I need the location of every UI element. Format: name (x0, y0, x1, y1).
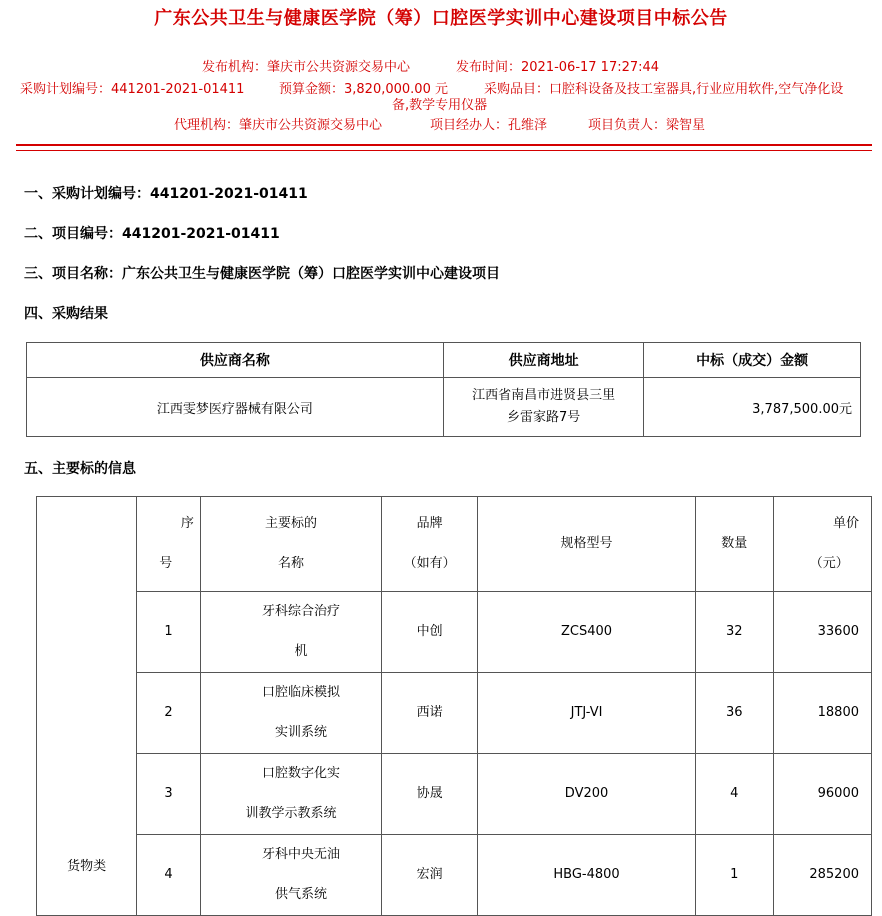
row-model: HBG-4800 (478, 835, 696, 916)
row-qty: 36 (695, 673, 773, 754)
header-brand-l2: （如有） (403, 556, 456, 571)
table-row (37, 835, 872, 916)
row-name-l1: 口腔数字化实 (262, 766, 341, 781)
row-name-l1: 口腔临床模拟 (262, 685, 341, 700)
header-name-l2: 名称 (278, 556, 305, 571)
header-price-l1: 单价 (832, 516, 859, 531)
divider-thick (16, 144, 872, 146)
row-name (200, 754, 381, 835)
budget: 预算金额：3,820,000.00 元 (279, 82, 448, 97)
supplier-address (443, 378, 643, 437)
header-supplier-name: 供应商名称 (27, 343, 444, 378)
row-model: DV200 (478, 754, 696, 835)
header-no (137, 497, 201, 592)
section-items: 五、主要标的信息 (24, 461, 136, 477)
row-price: 33600 (773, 592, 871, 673)
agency: 代理机构：肇庆市公共资源交易中心 (174, 118, 383, 133)
items-table (36, 496, 872, 916)
supplier-name: 江西雯梦医疗器械有限公司 (27, 378, 444, 437)
row-qty: 4 (695, 754, 773, 835)
row-name-l2: 实训系统 (275, 725, 328, 740)
row-no: 3 (137, 754, 201, 835)
header-no-l2: 号 (159, 556, 173, 571)
row-no: 4 (137, 835, 201, 916)
row-brand: 协晟 (382, 754, 478, 835)
supplier-address-line2: 乡雷家路7号 (506, 410, 581, 425)
header-brand-l1: 品牌 (416, 516, 443, 531)
table-header-row (27, 343, 861, 378)
divider-thin (16, 150, 872, 151)
row-name-l2: 供气系统 (275, 887, 328, 902)
category-label: 货物类 (67, 859, 107, 874)
table-row (27, 378, 861, 437)
row-model: ZCS400 (478, 592, 696, 673)
table-row (37, 754, 872, 835)
row-name-l1: 牙科综合治疗 (262, 604, 341, 619)
supplier-amount: 3,787,500.00元 (644, 378, 861, 437)
row-brand: 中创 (382, 592, 478, 673)
row-no: 1 (137, 592, 201, 673)
header-no-l1: 序 (180, 516, 194, 531)
header-model: 规格型号 (478, 497, 696, 592)
page-title: 广东公共卫生与健康医学院（筹）口腔医学实训中心建设项目中标公告 (154, 8, 728, 29)
header-price-l2: （元） (809, 556, 849, 571)
row-brand: 西诺 (382, 673, 478, 754)
section-project-number: 二、项目编号：441201-2021-01411 (24, 226, 280, 242)
header-amount: 中标（成交）金额 (644, 343, 861, 378)
header-name-l1: 主要标的 (265, 516, 318, 531)
row-no: 2 (137, 673, 201, 754)
row-name-l1: 牙科中央无油 (262, 847, 341, 862)
header-name (200, 497, 381, 592)
table-row (37, 673, 872, 754)
row-price: 96000 (773, 754, 871, 835)
row-price: 18800 (773, 673, 871, 754)
table-header-row (37, 497, 872, 592)
row-name-l2: 训教学示教系统 (245, 806, 337, 821)
category-cell (37, 497, 137, 916)
section-result: 四、采购结果 (24, 306, 108, 322)
header-supplier-address: 供应商地址 (443, 343, 643, 378)
leader: 项目负责人：梁智星 (588, 118, 706, 133)
section-project-name: 三、项目名称：广东公共卫生与健康医学院（筹）口腔医学实训中心建设项目 (24, 266, 500, 282)
row-name-l2: 机 (294, 644, 308, 659)
section-plan-number: 一、采购计划编号：441201-2021-01411 (24, 186, 308, 202)
publisher: 发布机构：肇庆市公共资源交易中心 (202, 60, 411, 75)
row-name (200, 835, 381, 916)
row-price: 285200 (773, 835, 871, 916)
row-brand: 宏润 (382, 835, 478, 916)
header-qty: 数量 (695, 497, 773, 592)
table-row (37, 592, 872, 673)
purchase-items: 采购品目：口腔科设备及技工室器具,行业应用软件,空气净化设 (484, 82, 844, 97)
row-model: JTJ-VI (478, 673, 696, 754)
row-name (200, 592, 381, 673)
publish-time: 发布时间：2021-06-17 17:27:44 (456, 60, 660, 75)
purchase-items-cont: 备,教学专用仪器 (392, 98, 488, 113)
row-qty: 1 (695, 835, 773, 916)
row-name (200, 673, 381, 754)
supplier-address-line1: 江西省南昌市进贤县三里 (472, 388, 616, 403)
header-price (773, 497, 871, 592)
header-brand (382, 497, 478, 592)
plan-number: 采购计划编号：441201-2021-01411 (20, 82, 245, 97)
manager: 项目经办人：孔维泽 (430, 118, 548, 133)
result-table (26, 342, 861, 437)
row-qty: 32 (695, 592, 773, 673)
